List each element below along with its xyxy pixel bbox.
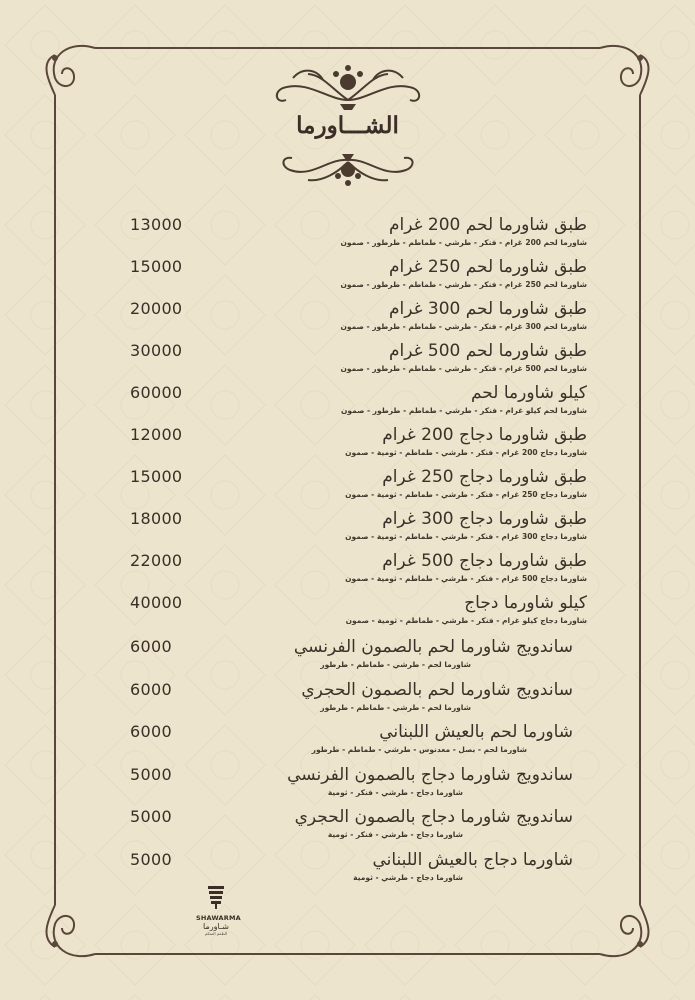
menu-item xyxy=(0,849,695,893)
item-description: شاورما لحم - بصل - معدنوس - طرشي - طماطم - طرطور xyxy=(311,745,527,754)
menu-item xyxy=(0,382,695,426)
item-price: 60000 xyxy=(130,383,183,402)
item-description: شاورما دجاج 500 غرام - فنكر - طرشي - طماطم - ثومية - صمون xyxy=(345,574,587,583)
item-price: 12000 xyxy=(130,425,183,444)
title-ornament xyxy=(268,148,428,190)
menu-item xyxy=(0,721,695,765)
item-description: شاورما لحم 250 غرام - فنكر - طرشي - طماطم - طرطور - صمون xyxy=(340,280,587,289)
logo-icon xyxy=(206,885,226,909)
top-ornament xyxy=(268,60,428,112)
item-name: طبق شاورما دجاج 250 غرام xyxy=(382,467,587,487)
item-price: 15000 xyxy=(130,257,183,276)
section-title: الشـــاورما xyxy=(296,112,399,139)
item-name: ساندويج شاورما دجاج بالصمون الفرنسي xyxy=(287,765,573,785)
item-name: طبق شاورما دجاج 500 غرام xyxy=(382,551,587,571)
item-description: شاورما لحم - طرشي - طماطم - طرطور xyxy=(320,660,471,669)
menu-item xyxy=(0,679,695,723)
item-description: شاورما دجاج كيلو غرام - فنكر - طرشي - طماطم - ثومية - صمون xyxy=(345,616,587,625)
item-price: 13000 xyxy=(130,215,183,234)
item-name: ساندويج شاورما لحم بالصمون الحجري xyxy=(301,680,573,700)
item-name: شاورما لحم بالعيش اللبناني xyxy=(379,722,573,742)
item-price: 6000 xyxy=(130,722,172,741)
item-name: طبق شاورما لحم 250 غرام xyxy=(388,257,587,277)
shawarma-logo xyxy=(196,885,241,936)
logo-tagline: الطعم المتكم xyxy=(204,931,228,936)
item-name: كيلو شاورما دجاج xyxy=(464,593,587,613)
item-price: 40000 xyxy=(130,593,183,612)
menu-item xyxy=(0,550,695,594)
item-price: 18000 xyxy=(130,509,183,528)
item-description: شاورما لحم 200 غرام - فنكر - طرشي - طماطم - طرطور - صمون xyxy=(340,238,587,247)
item-price: 6000 xyxy=(130,637,172,656)
item-price: 5000 xyxy=(130,765,172,784)
menu-item xyxy=(0,298,695,342)
item-name: طبق شاورما لحم 200 غرام xyxy=(388,215,587,235)
menu-item xyxy=(0,214,695,258)
item-price: 5000 xyxy=(130,807,172,826)
item-description: شاورما دجاج 300 غرام - فنكر - طرشي - طماطم - ثومية - صمون xyxy=(345,532,587,541)
item-description: شاورما دجاج - طرشي - ثومية xyxy=(353,873,463,882)
item-price: 15000 xyxy=(130,467,183,486)
item-name: ساندويج شاورما لحم بالصمون الفرنسي xyxy=(293,637,573,657)
menu-item xyxy=(0,508,695,552)
item-name: طبق شاورما لحم 500 غرام xyxy=(388,341,587,361)
item-description: شاورما دجاج - طرشي - فنكر - ثومية xyxy=(327,788,463,797)
item-name: شاورما دجاج بالعيش اللبناني xyxy=(372,850,573,870)
item-price: 20000 xyxy=(130,299,183,318)
item-description: شاورما دجاج - طرشي - فنكر - ثومية xyxy=(327,830,463,839)
item-name: كيلو شاورما لحم xyxy=(470,383,587,403)
item-name: طبق شاورما دجاج 200 غرام xyxy=(382,425,587,445)
menu-item xyxy=(0,592,695,636)
item-price: 30000 xyxy=(130,341,183,360)
item-description: شاورما لحم 500 غرام - فنكر - طرشي - طماطم - طرطور - صمون xyxy=(340,364,587,373)
item-price: 22000 xyxy=(130,551,183,570)
item-description: شاورما لحم - طرشي - طماطم - طرطور xyxy=(320,703,471,712)
menu-item xyxy=(0,636,695,680)
menu-item xyxy=(0,764,695,808)
menu-item xyxy=(0,256,695,300)
menu-item xyxy=(0,424,695,468)
item-description: شاورما لحم 300 غرام - فنكر - طرشي - طماطم - طرطور - صمون xyxy=(340,322,587,331)
menu-item xyxy=(0,806,695,850)
menu-item xyxy=(0,466,695,510)
logo-text-en: SHAWARMA xyxy=(196,914,241,922)
item-description: شاورما لحم كيلو غرام - فنكر - طرشي - طماطم - طرطور - صمون xyxy=(340,406,587,415)
item-price: 5000 xyxy=(130,850,172,869)
item-name: طبق شاورما دجاج 300 غرام xyxy=(382,509,587,529)
menu-item xyxy=(0,340,695,384)
item-description: شاورما دجاج 200 غرام - فنكر - طرشي - طماطم - ثومية - صمون xyxy=(345,448,587,457)
item-description: شاورما دجاج 250 غرام - فنكر - طرشي - طماطم - ثومية - صمون xyxy=(345,490,587,499)
logo-text-ar: شـاورما xyxy=(203,922,229,931)
item-name: ساندويج شاورما دجاج بالصمون الحجري xyxy=(294,807,573,827)
item-price: 6000 xyxy=(130,680,172,699)
item-name: طبق شاورما لحم 300 غرام xyxy=(388,299,587,319)
